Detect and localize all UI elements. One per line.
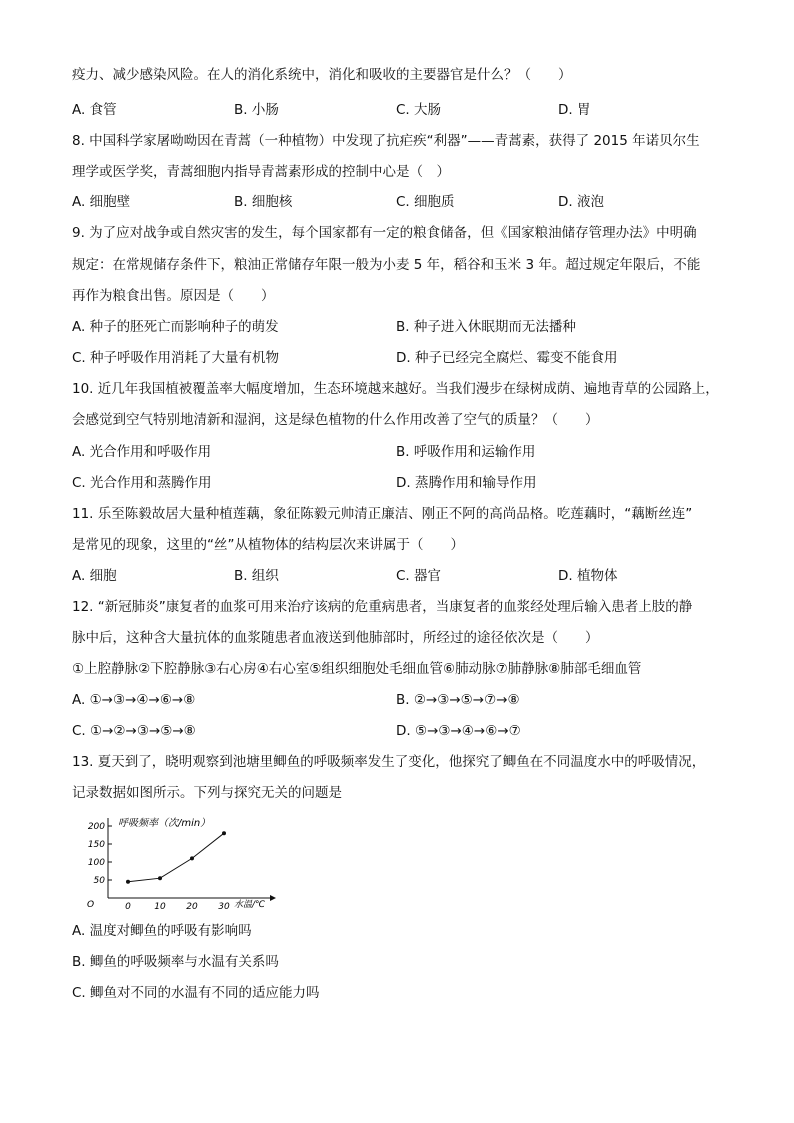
q7-stem: 疫力、减少感染风险。在人的消化系统中，消化和吸收的主要器官是什么？（ ） xyxy=(72,67,572,83)
q9-stem-line3: 再作为粮食出售。原因是（ ） xyxy=(72,288,275,304)
q8-option-c: C. 细胞质 xyxy=(396,194,455,210)
y-tick-label: 50 xyxy=(93,876,105,886)
q11-option-d: D. 植物体 xyxy=(558,568,618,584)
y-tick-label: 150 xyxy=(87,840,105,850)
chart-title: 呼吸频率（次/min） xyxy=(118,818,211,829)
q10-option-a: A. 光合作用和呼吸作用 xyxy=(72,444,212,460)
q12-stem-line2: 脉中后，这种含大量抗体的血浆随患者血液送到他肺部时，所经过的途径依次是（ ） xyxy=(72,630,599,646)
q13-option-c: C. 鲫鱼对不同的水温有不同的适应能力吗 xyxy=(72,985,320,1001)
q9-stem-line2: 规定：在常规储存条件下，粮油正常储存年限一般为小麦 5 年，稻谷和玉米 3 年。超过规定年限后，不能 xyxy=(72,257,701,273)
y-tick-label: 200 xyxy=(87,822,105,832)
data-point xyxy=(126,880,130,884)
q10-stem-line2: 会感觉到空气特别地清新和湿润，这是绿色植物的什么作用改善了空气的质量？（ ） xyxy=(72,412,599,428)
q11-option-a: A. 细胞 xyxy=(72,568,117,584)
q13-stem-line2: 记录数据如图所示。下列与探究无关的问题是 xyxy=(72,785,342,801)
x-axis-arrow xyxy=(270,895,276,901)
x-tick-label: 20 xyxy=(186,902,198,912)
x-axis-label: 水温/℃ xyxy=(234,900,266,910)
q11-option-b: B. 组织 xyxy=(234,568,279,584)
q13-stem-line1: 13. 夏天到了，晓明观察到池塘里鲫鱼的呼吸频率发生了变化，他探究了鲫鱼在不同温度水中的呼吸情况， xyxy=(72,754,706,770)
respiration-rate-chart xyxy=(84,812,294,912)
q12-option-c: C. ①→②→③→⑤→⑧ xyxy=(72,723,196,739)
q8-option-a: A. 细胞壁 xyxy=(72,194,131,210)
q8-option-d: D. 液泡 xyxy=(558,194,604,210)
q9-option-a: A. 种子的胚死亡而影响种子的萌发 xyxy=(72,319,279,335)
q9-stem-line1: 9. 为了应对战争或自然灾害的发生，每个国家都有一定的粮食储备，但《国家粮油储存管理办法》中明确 xyxy=(72,225,697,241)
q13-option-b: B. 鲫鱼的呼吸频率与水温有关系吗 xyxy=(72,954,279,970)
q8-option-b: B. 细胞核 xyxy=(234,194,293,210)
q13-option-a: A. 温度对鲫鱼的呼吸有影响吗 xyxy=(72,923,252,939)
q12-option-d: D. ⑤→③→④→⑥→⑦ xyxy=(396,723,521,739)
x-tick-label: 0 xyxy=(125,902,131,912)
q9-option-d: D. 种子已经完全腐烂、霉变不能食用 xyxy=(396,350,618,366)
q10-option-d: D. 蒸腾作用和输导作用 xyxy=(396,475,537,491)
q9-option-c: C. 种子呼吸作用消耗了大量有机物 xyxy=(72,350,280,366)
y-tick-label: 100 xyxy=(87,858,105,868)
q8-stem-line1: 8. 中国科学家屠呦呦因在青蒿（一种植物）中发现了抗疟疾“利器”——青蒿素，获得了 2015 年诺贝尔生 xyxy=(72,133,700,149)
data-point xyxy=(222,831,226,835)
q12-option-b: B. ②→③→⑤→⑦→⑧ xyxy=(396,692,520,708)
q7-option-c: C. 大肠 xyxy=(396,102,442,118)
origin-label: O xyxy=(87,900,95,910)
q8-stem-line2: 理学或医学奖，青蒿细胞内指导青蒿素形成的控制中心是（ ） xyxy=(72,164,450,180)
q7-option-b: B. 小肠 xyxy=(234,102,279,118)
q12-stem-line1: 12. “新冠肺炎”康复者的血浆可用来治疗该病的危重病患者，当康复者的血浆经处理后输入患者上肢的静 xyxy=(72,599,693,615)
q7-option-d: D. 胃 xyxy=(558,102,591,118)
q10-option-b: B. 呼吸作用和运输作用 xyxy=(396,444,536,460)
data-point xyxy=(158,876,162,880)
x-tick-label: 10 xyxy=(154,902,166,912)
q10-stem-line1: 10. 近几年我国植被覆盖率大幅度增加，生态环境越来越好。当我们漫步在绿树成荫、遍地青草的公园路上， xyxy=(72,381,719,397)
q7-option-a: A. 食管 xyxy=(72,102,117,118)
q11-stem-line2: 是常见的现象，这里的“丝”从植物体的结构层次来讲属于（ ） xyxy=(72,537,464,553)
q10-option-c: C. 光合作用和蒸腾作用 xyxy=(72,475,212,491)
q12-option-a: A. ①→③→④→⑥→⑧ xyxy=(72,692,196,708)
q9-option-b: B. 种子进入休眠期而无法播种 xyxy=(396,319,576,335)
x-tick-label: 30 xyxy=(218,902,230,912)
series-line xyxy=(128,833,224,882)
q11-option-c: C. 器官 xyxy=(396,568,442,584)
data-point xyxy=(190,856,194,860)
q12-stem-line3: ①上腔静脉②下腔静脉③右心房④右心室⑤组织细胞处毛细血管⑥肺动脉⑦肺静脉⑧肺部毛细血管 xyxy=(72,661,642,677)
q11-stem-line1: 11. 乐至陈毅故居大量种植莲藕，象征陈毅元帅清正廉洁、刚正不阿的高尚品格。吃莲藕时，“藕断丝连” xyxy=(72,506,693,522)
